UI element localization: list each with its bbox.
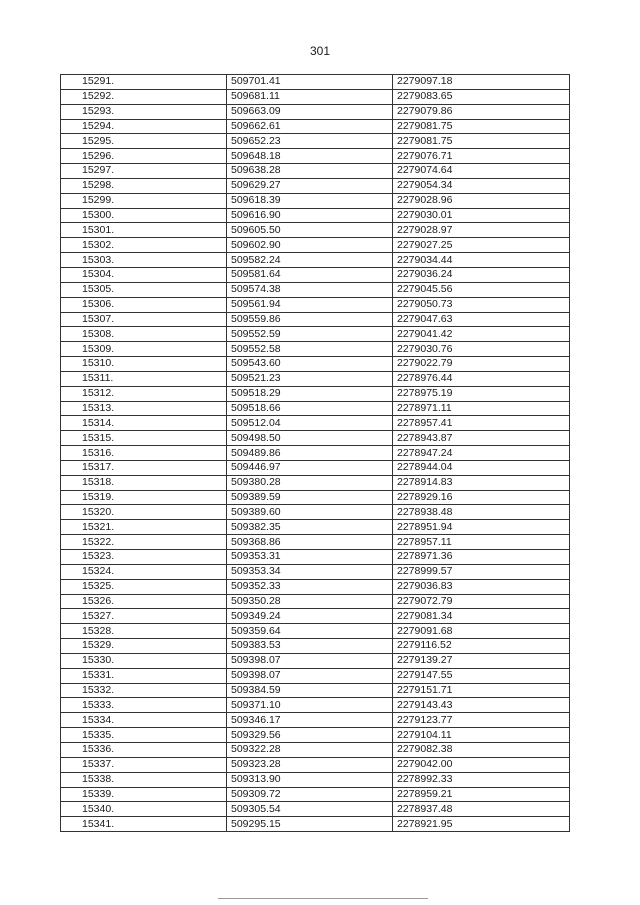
northing-cell: 2279041.42 [393,327,570,342]
table-row [61,757,570,772]
northing-cell: 2279042.00 [393,757,570,772]
table-row [61,223,570,238]
easting-cell: 509346.17 [227,713,393,728]
easting-cell: 509662.61 [227,119,393,134]
easting-cell: 509305.54 [227,802,393,817]
table-row [61,357,570,372]
table-row [61,401,570,416]
table-row [61,178,570,193]
northing-cell: 2279083.65 [393,89,570,104]
table-row [61,653,570,668]
point-number-cell: 15305. [61,282,227,297]
northing-cell: 2278947.24 [393,446,570,461]
northing-cell: 2279045.56 [393,282,570,297]
table-row [61,594,570,609]
table-row [61,193,570,208]
easting-cell: 509389.60 [227,505,393,520]
easting-cell: 509371.10 [227,698,393,713]
point-number-cell: 15337. [61,757,227,772]
northing-cell: 2279050.73 [393,297,570,312]
point-number-cell: 15334. [61,713,227,728]
table-row [61,490,570,505]
table-row [61,579,570,594]
northing-cell: 2279081.75 [393,134,570,149]
table-row [61,104,570,119]
table-row [61,787,570,802]
table-row [61,683,570,698]
point-number-cell: 15314. [61,416,227,431]
point-number-cell: 15306. [61,297,227,312]
northing-cell: 2279139.27 [393,653,570,668]
table-row [61,772,570,787]
table-row [61,668,570,683]
point-number-cell: 15331. [61,668,227,683]
table-row [61,817,570,832]
point-number-cell: 15332. [61,683,227,698]
northing-cell: 2279104.11 [393,728,570,743]
northing-cell: 2279027.25 [393,238,570,253]
easting-cell: 509489.86 [227,446,393,461]
northing-cell: 2279034.44 [393,253,570,268]
point-number-cell: 15304. [61,267,227,282]
point-number-cell: 15297. [61,164,227,179]
table-row [61,802,570,817]
easting-cell: 509368.86 [227,535,393,550]
easting-cell: 509353.34 [227,564,393,579]
northing-cell: 2278976.44 [393,371,570,386]
easting-cell: 509398.07 [227,653,393,668]
northing-cell: 2278971.11 [393,401,570,416]
point-number-cell: 15302. [61,238,227,253]
easting-cell: 509353.31 [227,550,393,565]
coordinates-table-body [61,75,570,832]
table-row [61,282,570,297]
easting-cell: 509648.18 [227,149,393,164]
northing-cell: 2278914.83 [393,475,570,490]
northing-cell: 2279036.83 [393,579,570,594]
northing-cell: 2279097.18 [393,75,570,90]
northing-cell: 2279030.01 [393,208,570,223]
easting-cell: 509384.59 [227,683,393,698]
easting-cell: 509329.56 [227,728,393,743]
point-number-cell: 15335. [61,728,227,743]
point-number-cell: 15325. [61,579,227,594]
northing-cell: 2278975.19 [393,386,570,401]
easting-cell: 509295.15 [227,817,393,832]
point-number-cell: 15317. [61,460,227,475]
table-row [61,267,570,282]
point-number-cell: 15333. [61,698,227,713]
table-row [61,475,570,490]
easting-cell: 509582.24 [227,253,393,268]
table-row [61,312,570,327]
point-number-cell: 15310. [61,357,227,372]
northing-cell: 2279030.76 [393,342,570,357]
northing-cell: 2278929.16 [393,490,570,505]
point-number-cell: 15340. [61,802,227,817]
easting-cell: 509349.24 [227,609,393,624]
easting-cell: 509543.60 [227,357,393,372]
point-number-cell: 15323. [61,550,227,565]
northing-cell: 2278999.57 [393,564,570,579]
northing-cell: 2278943.87 [393,431,570,446]
table-row [61,75,570,90]
northing-cell: 2278959.21 [393,787,570,802]
easting-cell: 509389.59 [227,490,393,505]
easting-cell: 509518.29 [227,386,393,401]
easting-cell: 509512.04 [227,416,393,431]
table-row [61,297,570,312]
easting-cell: 509605.50 [227,223,393,238]
point-number-cell: 15326. [61,594,227,609]
northing-cell: 2279079.86 [393,104,570,119]
northing-cell: 2279028.97 [393,223,570,238]
northing-cell: 2279036.24 [393,267,570,282]
northing-cell: 2279151.71 [393,683,570,698]
point-number-cell: 15339. [61,787,227,802]
northing-cell: 2279147.55 [393,668,570,683]
table-row [61,208,570,223]
easting-cell: 509602.90 [227,238,393,253]
point-number-cell: 15315. [61,431,227,446]
northing-cell: 2279081.75 [393,119,570,134]
northing-cell: 2279143.43 [393,698,570,713]
point-number-cell: 15327. [61,609,227,624]
point-number-cell: 15324. [61,564,227,579]
table-row [61,742,570,757]
point-number-cell: 15336. [61,742,227,757]
easting-cell: 509581.64 [227,267,393,282]
point-number-cell: 15294. [61,119,227,134]
point-number-cell: 15329. [61,639,227,654]
table-row [61,431,570,446]
northing-cell: 2278944.04 [393,460,570,475]
point-number-cell: 15311. [61,371,227,386]
northing-cell: 2279047.63 [393,312,570,327]
point-number-cell: 15338. [61,772,227,787]
easting-cell: 509574.38 [227,282,393,297]
point-number-cell: 15321. [61,520,227,535]
point-number-cell: 15300. [61,208,227,223]
table-row [61,698,570,713]
northing-cell: 2279074.64 [393,164,570,179]
table-row [61,713,570,728]
easting-cell: 509559.86 [227,312,393,327]
easting-cell: 509561.94 [227,297,393,312]
table-row [61,416,570,431]
table-row [61,624,570,639]
easting-cell: 509521.23 [227,371,393,386]
northing-cell: 2279076.71 [393,149,570,164]
easting-cell: 509552.58 [227,342,393,357]
northing-cell: 2278951.94 [393,520,570,535]
northing-cell: 2278921.95 [393,817,570,832]
easting-cell: 509382.35 [227,520,393,535]
page-number: 301 [309,44,331,58]
table-row [61,386,570,401]
northing-cell: 2279116.52 [393,639,570,654]
northing-cell: 2278937.48 [393,802,570,817]
point-number-cell: 15301. [61,223,227,238]
easting-cell: 509313.90 [227,772,393,787]
table-row [61,342,570,357]
table-row [61,609,570,624]
easting-cell: 509380.28 [227,475,393,490]
northing-cell: 2278957.11 [393,535,570,550]
easting-cell: 509618.39 [227,193,393,208]
table-row [61,134,570,149]
northing-cell: 2279028.96 [393,193,570,208]
easting-cell: 509309.72 [227,787,393,802]
easting-cell: 509701.41 [227,75,393,90]
point-number-cell: 15303. [61,253,227,268]
point-number-cell: 15330. [61,653,227,668]
table-row [61,639,570,654]
point-number-cell: 15320. [61,505,227,520]
easting-cell: 509383.53 [227,639,393,654]
northing-cell: 2278938.48 [393,505,570,520]
table-row [61,119,570,134]
northing-cell: 2279022.79 [393,357,570,372]
table-row [61,89,570,104]
easting-cell: 509498.50 [227,431,393,446]
table-row [61,238,570,253]
table-row [61,520,570,535]
easting-cell: 509518.66 [227,401,393,416]
point-number-cell: 15299. [61,193,227,208]
easting-cell: 509552.59 [227,327,393,342]
point-number-cell: 15308. [61,327,227,342]
easting-cell: 509652.23 [227,134,393,149]
easting-cell: 509616.90 [227,208,393,223]
table-row [61,535,570,550]
table-row [61,164,570,179]
point-number-cell: 15298. [61,178,227,193]
coordinates-table [60,74,570,832]
easting-cell: 509322.28 [227,742,393,757]
point-number-cell: 15295. [61,134,227,149]
table-row [61,564,570,579]
easting-cell: 509352.33 [227,579,393,594]
point-number-cell: 15318. [61,475,227,490]
point-number-cell: 15322. [61,535,227,550]
point-number-cell: 15309. [61,342,227,357]
point-number-cell: 15319. [61,490,227,505]
easting-cell: 509629.27 [227,178,393,193]
point-number-cell: 15328. [61,624,227,639]
northing-cell: 2279082.38 [393,742,570,757]
point-number-cell: 15296. [61,149,227,164]
northing-cell: 2278971.36 [393,550,570,565]
footer-rule [218,898,428,899]
table-row [61,371,570,386]
point-number-cell: 15291. [61,75,227,90]
point-number-cell: 15313. [61,401,227,416]
point-number-cell: 15312. [61,386,227,401]
table-row [61,149,570,164]
point-number-cell: 15293. [61,104,227,119]
point-number-cell: 15341. [61,817,227,832]
easting-cell: 509681.11 [227,89,393,104]
easting-cell: 509638.28 [227,164,393,179]
northing-cell: 2278957.41 [393,416,570,431]
point-number-cell: 15307. [61,312,227,327]
easting-cell: 509323.28 [227,757,393,772]
table-row [61,505,570,520]
easting-cell: 509663.09 [227,104,393,119]
table-row [61,550,570,565]
easting-cell: 509446.97 [227,460,393,475]
northing-cell: 2279091.68 [393,624,570,639]
point-number-cell: 15292. [61,89,227,104]
northing-cell: 2279123.77 [393,713,570,728]
easting-cell: 509359.64 [227,624,393,639]
northing-cell: 2279054.34 [393,178,570,193]
easting-cell: 509398.07 [227,668,393,683]
table-row [61,327,570,342]
table-row [61,460,570,475]
northing-cell: 2279081.34 [393,609,570,624]
table-row [61,446,570,461]
northing-cell: 2279072.79 [393,594,570,609]
table-row [61,728,570,743]
easting-cell: 509350.28 [227,594,393,609]
northing-cell: 2278992.33 [393,772,570,787]
table-row [61,253,570,268]
point-number-cell: 15316. [61,446,227,461]
